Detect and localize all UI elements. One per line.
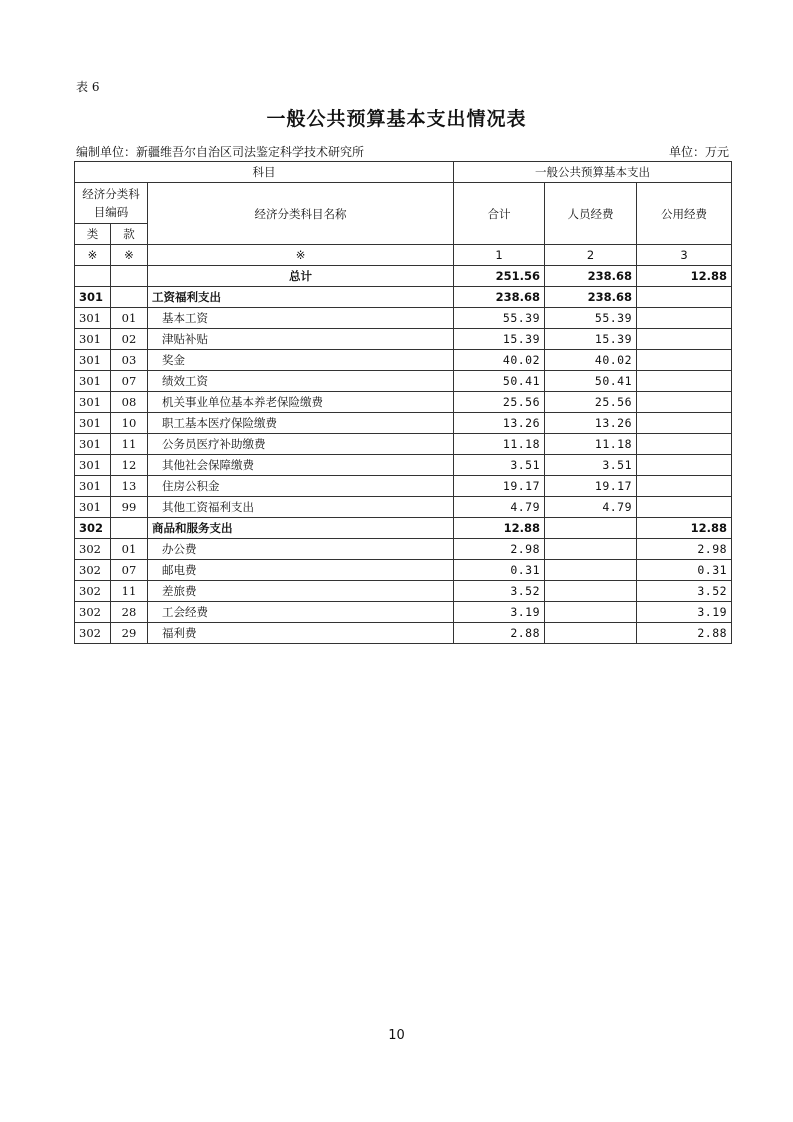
amount-total: 15.39: [454, 329, 545, 350]
item-name: 机关事业单位基本养老保险缴费: [148, 392, 454, 413]
mark-row: [75, 245, 732, 266]
amount-total: 11.18: [454, 434, 545, 455]
table-row: [75, 287, 732, 308]
table-row: [75, 623, 732, 644]
amount-personnel: 19.17: [545, 476, 637, 497]
amount-total: 40.02: [454, 350, 545, 371]
header-row-1: [75, 162, 732, 183]
item-name: 商品和服务支出: [148, 518, 454, 539]
amount-public: 12.88: [637, 518, 732, 539]
total-kuan: [111, 266, 148, 287]
category-code: 301: [75, 308, 111, 329]
amount-total: 2.88: [454, 623, 545, 644]
amount-personnel: 25.56: [545, 392, 637, 413]
item-name: 差旅费: [148, 581, 454, 602]
table-row: [75, 392, 732, 413]
amount-public: [637, 287, 732, 308]
amount-personnel: 3.51: [545, 455, 637, 476]
table-row: [75, 518, 732, 539]
amount-public: [637, 371, 732, 392]
amount-total: 238.68: [454, 287, 545, 308]
amount-public: [637, 413, 732, 434]
amount-total: 3.19: [454, 602, 545, 623]
amount-personnel: 4.79: [545, 497, 637, 518]
amount-personnel: 55.39: [545, 308, 637, 329]
item-name: 津贴补贴: [148, 329, 454, 350]
item-code: [111, 287, 148, 308]
category-code: 301: [75, 287, 111, 308]
table-row: [75, 434, 732, 455]
amount-personnel: [545, 539, 637, 560]
personnel-header: 人员经费: [545, 183, 637, 245]
item-code: 02: [111, 329, 148, 350]
amount-public: [637, 329, 732, 350]
item-code: 01: [111, 308, 148, 329]
amount-public: 3.52: [637, 581, 732, 602]
total-personnel: 238.68: [545, 266, 637, 287]
budget-table: [74, 161, 732, 644]
amount-personnel: [545, 560, 637, 581]
currency-unit: 单位：万元: [668, 145, 729, 159]
amount-personnel: 40.02: [545, 350, 637, 371]
item-name: 工资福利支出: [148, 287, 454, 308]
amount-personnel: 11.18: [545, 434, 637, 455]
table-row: [75, 581, 732, 602]
category-code: 301: [75, 329, 111, 350]
item-code: 99: [111, 497, 148, 518]
category-code: 301: [75, 455, 111, 476]
item-code: [111, 518, 148, 539]
amount-total: 13.26: [454, 413, 545, 434]
amount-personnel: 238.68: [545, 287, 637, 308]
page-number: 10: [388, 1028, 405, 1043]
amount-public: [637, 434, 732, 455]
item-code: 28: [111, 602, 148, 623]
item-name: 邮电费: [148, 560, 454, 581]
table-row: [75, 308, 732, 329]
name-header: 经济分类科目名称: [148, 183, 454, 245]
item-name: 其他社会保障缴费: [148, 455, 454, 476]
amount-personnel: [545, 623, 637, 644]
category-code: 302: [75, 581, 111, 602]
amount-personnel: [545, 581, 637, 602]
category-code: 302: [75, 539, 111, 560]
total-label: 总计: [148, 266, 454, 287]
amount-total: 3.52: [454, 581, 545, 602]
amount-total: 2.98: [454, 539, 545, 560]
category-code: 301: [75, 371, 111, 392]
table-row: [75, 476, 732, 497]
item-name: 住房公积金: [148, 476, 454, 497]
item-name: 绩效工资: [148, 371, 454, 392]
table-row: [75, 371, 732, 392]
amount-total: 50.41: [454, 371, 545, 392]
item-code: 11: [111, 581, 148, 602]
amount-public: [637, 455, 732, 476]
item-code: 07: [111, 560, 148, 581]
page-title: 一般公共预算基本支出情况表: [266, 108, 527, 130]
amount-personnel: [545, 602, 637, 623]
item-code: 07: [111, 371, 148, 392]
item-code: 29: [111, 623, 148, 644]
item-code: 03: [111, 350, 148, 371]
item-code: 12: [111, 455, 148, 476]
amount-personnel: 13.26: [545, 413, 637, 434]
category-code: 301: [75, 413, 111, 434]
amount-public: 0.31: [637, 560, 732, 581]
item-name: 公务员医疗补助缴费: [148, 434, 454, 455]
table-row: [75, 602, 732, 623]
amount-total: 12.88: [454, 518, 545, 539]
table-number: 表 6: [76, 80, 100, 94]
public-header: 公用经费: [637, 183, 732, 245]
amount-personnel: 15.39: [545, 329, 637, 350]
category-code: 301: [75, 497, 111, 518]
amount-public: [637, 308, 732, 329]
mark-cell: ※: [148, 245, 454, 266]
header-row-2: [75, 183, 732, 224]
item-code: 01: [111, 539, 148, 560]
total-row: [75, 266, 732, 287]
category-code: 302: [75, 518, 111, 539]
amount-public: [637, 476, 732, 497]
amount-personnel: [545, 518, 637, 539]
amount-total: 0.31: [454, 560, 545, 581]
item-code: 08: [111, 392, 148, 413]
total-header: 合计: [454, 183, 545, 245]
amount-total: 25.56: [454, 392, 545, 413]
item-code: 10: [111, 413, 148, 434]
amount-total: 19.17: [454, 476, 545, 497]
subject-header: 科目: [75, 162, 454, 183]
kuan-header: 款: [111, 224, 148, 245]
item-name: 其他工资福利支出: [148, 497, 454, 518]
item-code: 13: [111, 476, 148, 497]
amount-public: [637, 497, 732, 518]
amount-personnel: 50.41: [545, 371, 637, 392]
table-row: [75, 413, 732, 434]
item-name: 职工基本医疗保险缴费: [148, 413, 454, 434]
category-code: 301: [75, 476, 111, 497]
category-code: 302: [75, 560, 111, 581]
total-lei: [75, 266, 111, 287]
index-cell-1: 1: [454, 245, 545, 266]
amount-total: 4.79: [454, 497, 545, 518]
lei-header: 类: [75, 224, 111, 245]
amount-public: [637, 392, 732, 413]
table-row: [75, 455, 732, 476]
table-row: [75, 497, 732, 518]
item-name: 福利费: [148, 623, 454, 644]
item-code: 11: [111, 434, 148, 455]
total-amount: 251.56: [454, 266, 545, 287]
table-row: [75, 539, 732, 560]
category-code: 301: [75, 434, 111, 455]
total-public: 12.88: [637, 266, 732, 287]
general-budget-header: 一般公共预算基本支出: [454, 162, 732, 183]
table-row: [75, 350, 732, 371]
mark-cell: ※: [111, 245, 148, 266]
category-code: 302: [75, 623, 111, 644]
amount-public: 3.19: [637, 602, 732, 623]
index-cell-2: 2: [545, 245, 637, 266]
table-row: [75, 329, 732, 350]
compiling-unit: 编制单位：新疆维吾尔自治区司法鉴定科学技术研究所: [76, 145, 365, 159]
amount-public: 2.98: [637, 539, 732, 560]
item-name: 基本工资: [148, 308, 454, 329]
category-code: 301: [75, 392, 111, 413]
category-code: 301: [75, 350, 111, 371]
mark-cell: ※: [75, 245, 111, 266]
index-cell-3: 3: [637, 245, 732, 266]
amount-public: 2.88: [637, 623, 732, 644]
code-group-header: 经济分类科目编码: [75, 183, 148, 224]
amount-total: 3.51: [454, 455, 545, 476]
item-name: 办公费: [148, 539, 454, 560]
item-name: 奖金: [148, 350, 454, 371]
table-row: [75, 560, 732, 581]
category-code: 302: [75, 602, 111, 623]
amount-total: 55.39: [454, 308, 545, 329]
amount-public: [637, 350, 732, 371]
item-name: 工会经费: [148, 602, 454, 623]
